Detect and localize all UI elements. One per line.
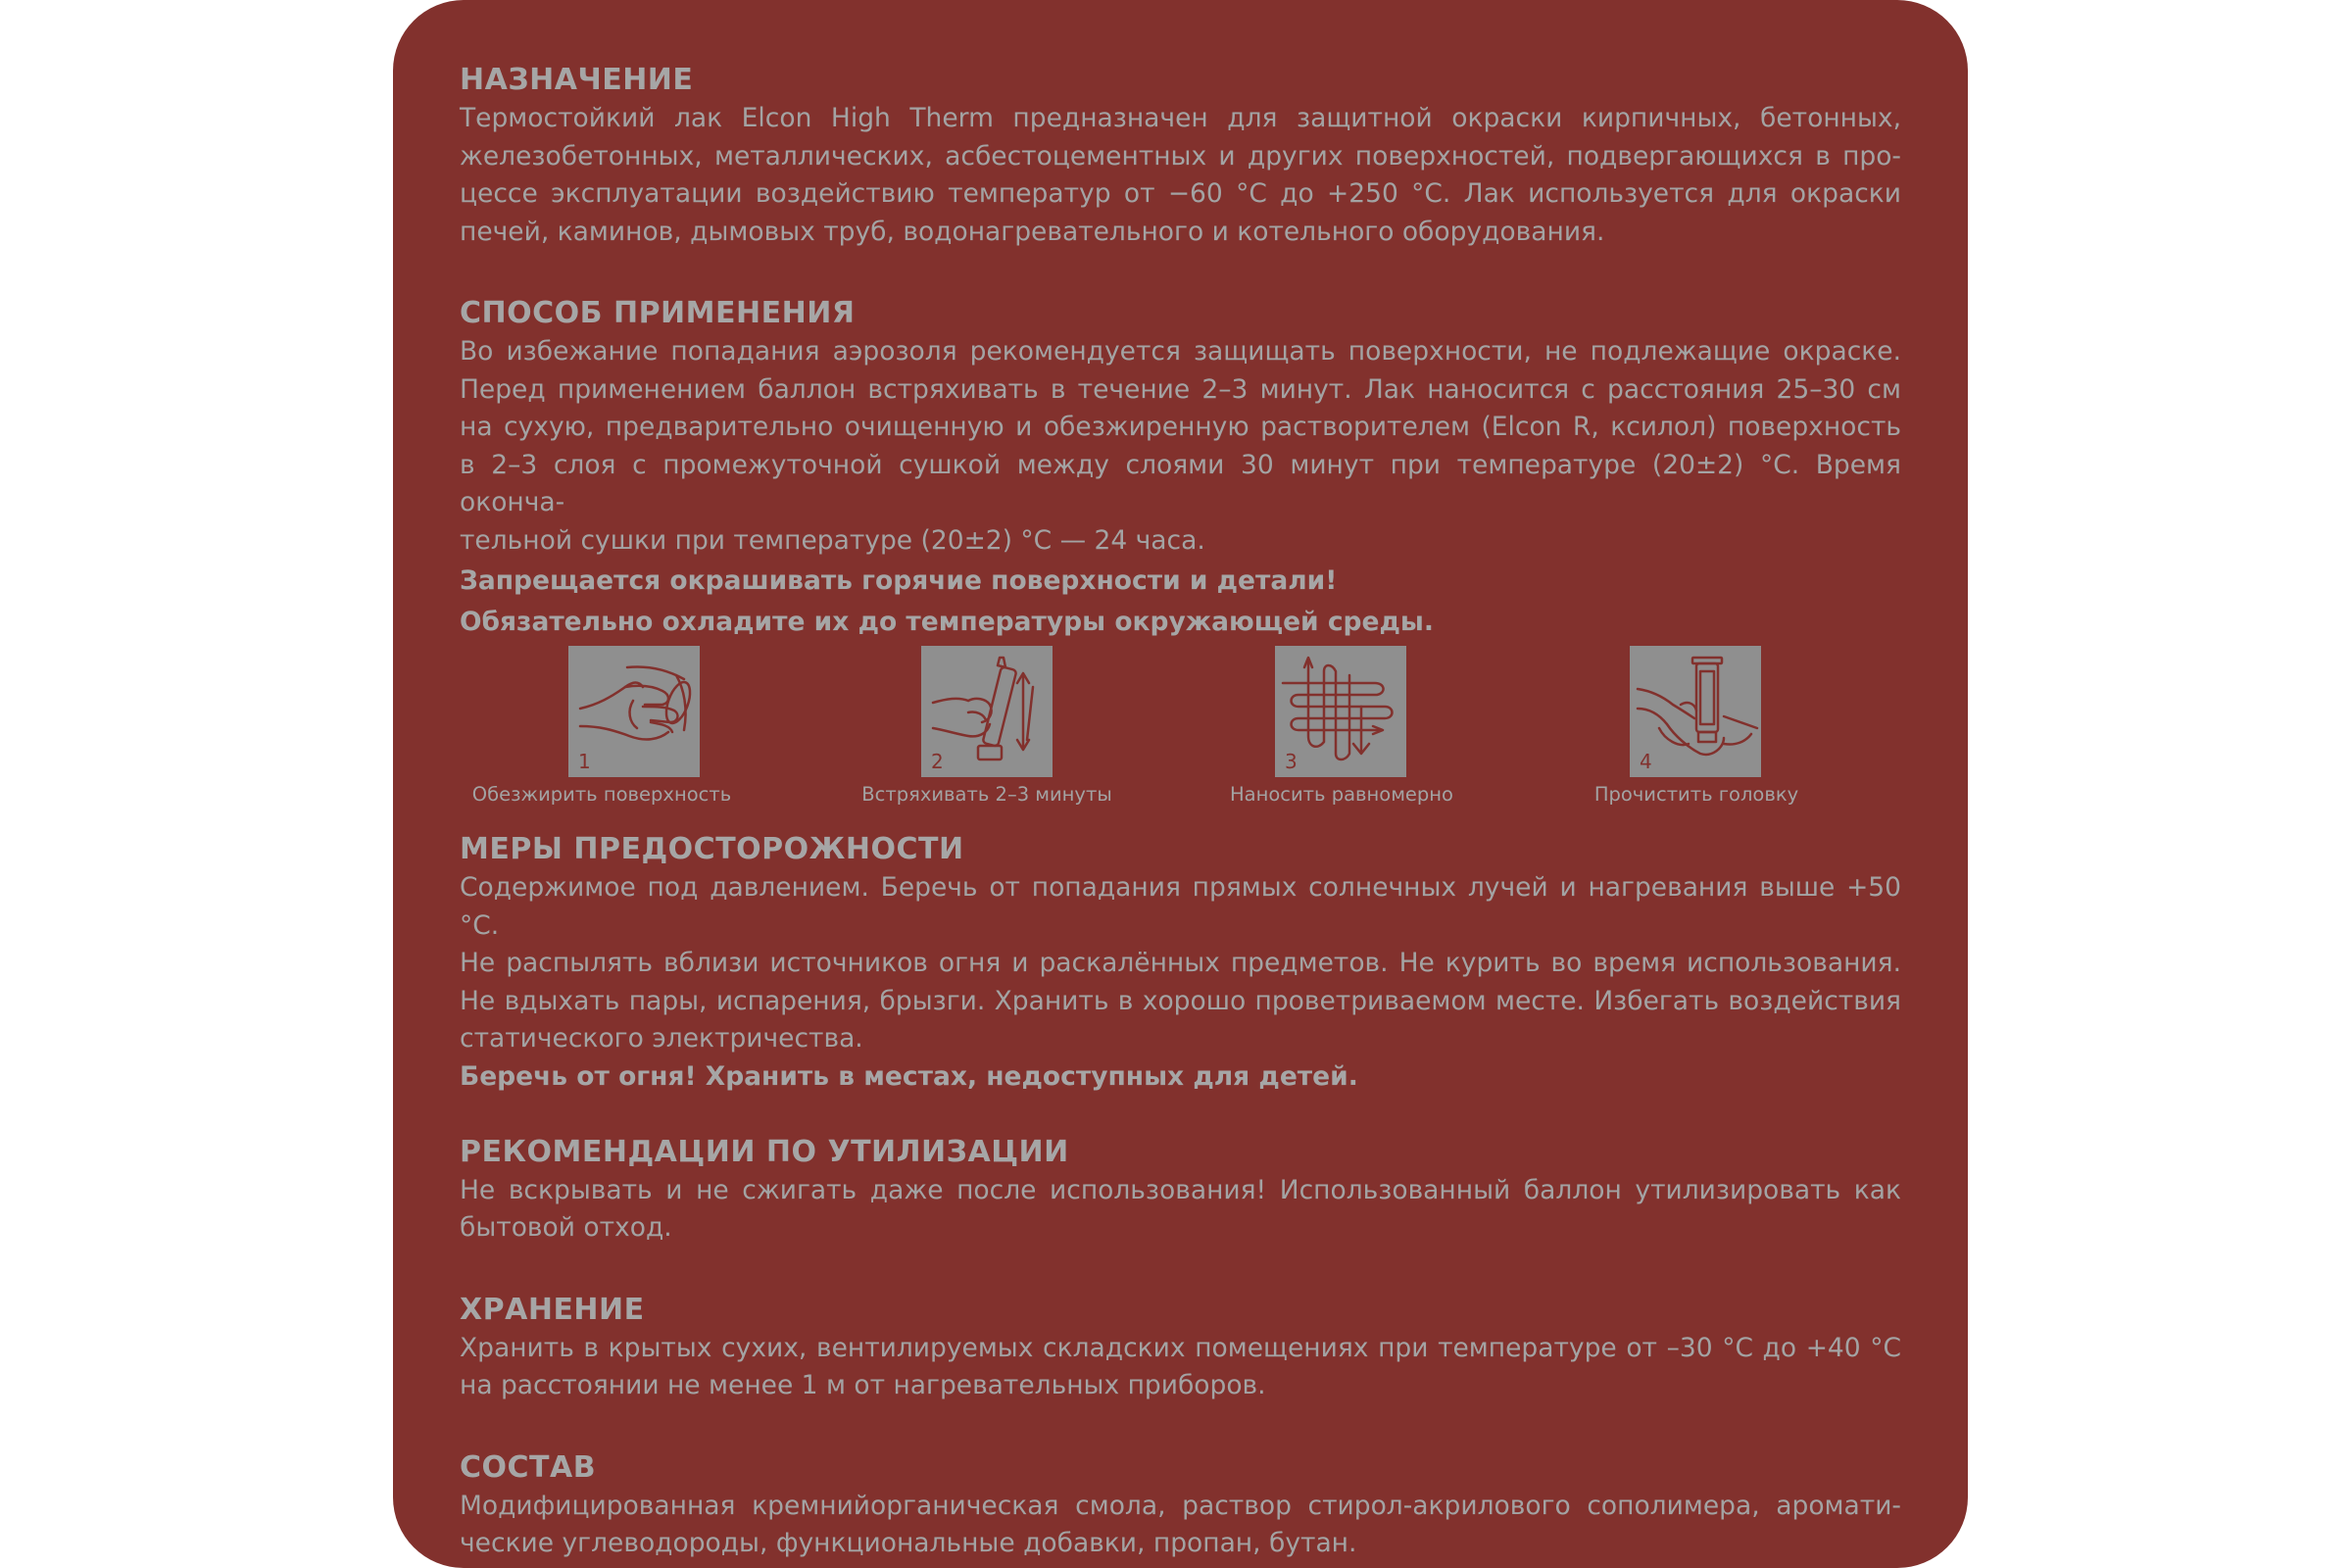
clean-nozzle-icon bbox=[1630, 646, 1761, 777]
purpose-line: железобетонных, металлических, асбестоцементных и других поверхностей, подвергающихся в про- bbox=[460, 140, 1901, 172]
composition-text bbox=[460, 1488, 1901, 1563]
step-number: 2 bbox=[931, 750, 944, 773]
disposal-line: Не вскрывать и не сжигать даже после использования! Использованный баллон утилизировать как bbox=[460, 1174, 1901, 1205]
step-caption: Наносить равномерно bbox=[1229, 783, 1453, 806]
instructions-panel bbox=[393, 0, 1968, 1568]
storage-line: Хранить в крытых сухих, вентилируемых складских помещениях при температуре от –30 °С до +40 °С bbox=[460, 1332, 1901, 1363]
step-number: 3 bbox=[1285, 750, 1298, 773]
step-caption: Обезжирить поверхность bbox=[471, 783, 732, 806]
application-line: Во избежание попадания аэрозоля рекомендуется защищать поверхности, не подлежащие окраске. bbox=[460, 336, 1901, 367]
precautions-warning: Беречь от огня! Хранить в местах, недоступных для детей. bbox=[460, 1060, 1358, 1092]
precautions-line: Не вдыхать пары, испарения, брызги. Хранить в хорошо проветриваемом месте. Избегать воздействия bbox=[460, 985, 1901, 1016]
purpose-heading: НАЗНАЧЕНИЕ bbox=[460, 63, 694, 97]
application-warning-hot: Запрещается окрашивать горячие поверхности и детали! bbox=[460, 565, 1338, 596]
disposal-line: бытовой отход. bbox=[460, 1212, 672, 1243]
spray-pattern-icon bbox=[1275, 646, 1406, 777]
application-line: тельной сушки при температуре (20±2) °С — 24 часа. bbox=[460, 524, 1205, 556]
application-line: Перед применением баллон встряхивать в течение 2–3 минут. Лак наносится с расстояния 25–30 см bbox=[460, 373, 1901, 405]
disposal-text bbox=[460, 1172, 1901, 1248]
application-text bbox=[460, 333, 1901, 560]
composition-line: ческие углеводороды, функциональные добавки, пропан, бутан. bbox=[460, 1528, 1357, 1558]
composition-line: Модифицированная кремнийорганическая смола, раствор стирол-акрилового сополимера, аромати- bbox=[460, 1490, 1901, 1521]
precautions-line: статического электричества. bbox=[460, 1023, 863, 1054]
application-heading: СПОСОБ ПРИМЕНЕНИЯ bbox=[460, 296, 856, 330]
disposal-heading: РЕКОМЕНДАЦИИ ПО УТИЛИЗАЦИИ bbox=[460, 1134, 1069, 1169]
step-caption: Встряхивать 2–3 минуты bbox=[861, 783, 1112, 806]
application-line: на сухую, предварительно очищенную и обезжиренную растворителем (Elcon R, ксилол) поверхность bbox=[460, 412, 1901, 442]
purpose-line: Термостойкий лак Elcon High Therm предназначен для защитной окраски кирпичных, бетонных, bbox=[460, 103, 1901, 133]
step-number: 1 bbox=[578, 750, 591, 773]
precautions-line: Содержимое под давлением. Беречь от попадания прямых солнечных лучей и нагревания выше +50 °С. bbox=[460, 872, 1901, 941]
steps-pictograms bbox=[460, 646, 1901, 830]
shake-can-icon bbox=[921, 646, 1053, 777]
hand-wipe-icon bbox=[568, 646, 700, 777]
precautions-heading: МЕРЫ ПРЕДОСТОРОЖНОСТИ bbox=[460, 832, 964, 866]
storage-text bbox=[460, 1330, 1901, 1405]
step-number: 4 bbox=[1640, 750, 1652, 773]
purpose-line: печей, каминов, дымовых труб, водонагревательного и котельного оборудования. bbox=[460, 216, 1605, 247]
storage-line: на расстоянии не менее 1 м от нагревательных приборов. bbox=[460, 1370, 1266, 1400]
application-line: в 2–3 слоя с промежуточной сушкой между слоями 30 минут при температуре (20±2) °С. Время оконча- bbox=[460, 449, 1901, 517]
step-caption: Прочистить головку bbox=[1593, 783, 1799, 806]
storage-heading: ХРАНЕНИЕ bbox=[460, 1292, 645, 1327]
application-warning-cool: Обязательно охладите их до температуры окружающей среды. bbox=[460, 607, 1434, 637]
precautions-line: Не распылять вблизи источников огня и раскалённых предметов. Не курить во время использования. bbox=[460, 948, 1901, 978]
composition-heading: СОСТАВ bbox=[460, 1449, 597, 1485]
purpose-text bbox=[460, 100, 1901, 251]
precautions-text bbox=[460, 869, 1901, 1058]
purpose-line: цессе эксплуатации воздействию температур от −60 °С до +250 °С. Лак используется для окраски bbox=[460, 178, 1901, 209]
